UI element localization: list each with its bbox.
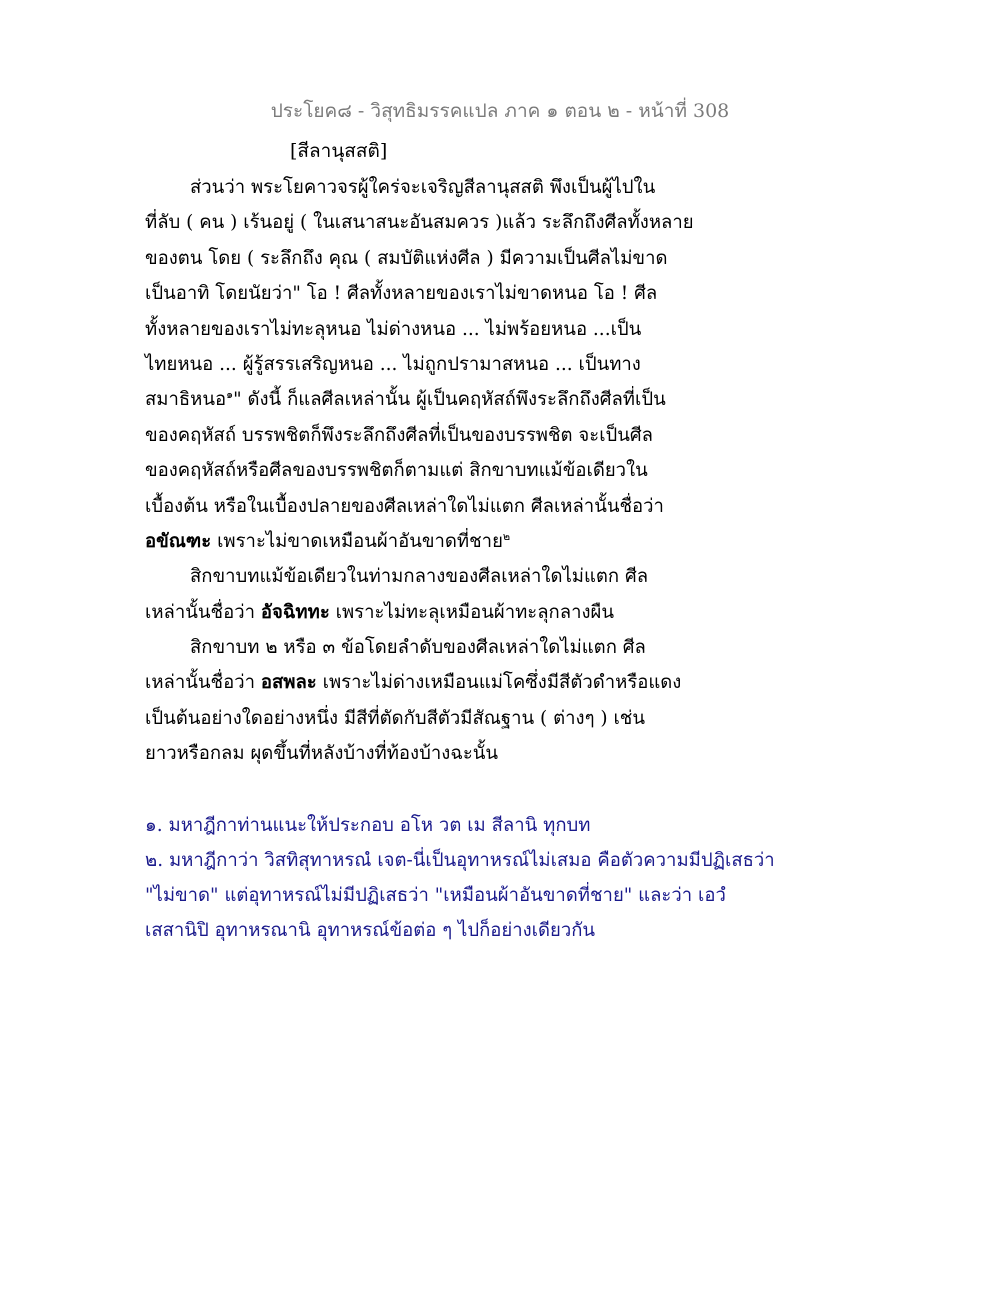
body-line: ส่วนว่า พระโยคาวจรผู้ใคร่จะเจริญสีลานุสสติ พึงเป็นผู้ไปใน [190, 177, 656, 198]
body-line: ไทยหนอ ... ผู้รู้สรรเสริญหนอ ... ไม่ถูกปรามาสหนอ ... เป็นทาง [145, 353, 641, 375]
body-line: ของคฤหัสถ์หรือศีลของบรรพชิตก็ตามแต่ สิกขาบทแม้ข้อเดียวใน [145, 460, 648, 482]
body-text-fragment: เพราะไม่ทะลุเหมือนผ้าทะลุกลางผืน [329, 601, 615, 623]
footnote-2-cont: "ไม่ขาด" แต่อุทาหรณ์ไม่มีปฏิเสธว่า "เหมือนผ้าอันขาดที่ชาย" และว่า เอวํ [145, 885, 726, 906]
body-text-fragment: เพราะไม่ด่างเหมือนแม่โคซึ่งมีสีตัวดำหรือแดง [316, 672, 682, 694]
footnote-2: ๒. มหาฎีกาว่า วิสทิสุทาหรณํ เจต-นี่เป็นอุทาหรณ์ไม่เสมอ คือตัวความมีปฏิเสธว่า [145, 850, 775, 871]
body-line: ที่ลับ ( คน ) เร้นอยู่ ( ในเสนาสนะอันสมควร )แล้ว ระลึกถึงศีลทั้งหลาย [145, 212, 694, 234]
term-acchidda: อัจฉิททะ [260, 601, 330, 623]
body-line: ของตน โดย ( ระลึกถึง คุณ ( สมบัติแห่งศีล ) มีความเป็นศีลไม่ขาด [145, 247, 668, 269]
footnote-1: ๑. มหาฎีกาท่านแนะให้ประกอบ อโห วต เม สีลานิ ทุกบท [145, 815, 591, 836]
body-text-fragment: เหล่านั้นชื่อว่า [145, 672, 261, 694]
footnotes [145, 808, 865, 948]
footnote-2-cont: เสสานิปิ อุทาหรณานิ อุทาหรณ์ข้อต่อ ๆ ไปก็อย่างเดียวกัน [145, 920, 596, 941]
body-line: สิกขาบทแม้ข้อเดียวในท่ามกลางของศีลเหล่าใดไม่แตก ศีล [190, 566, 649, 588]
term-akhanda: อขัณฑะ [145, 530, 212, 552]
footnote-ref-2: ๒ [502, 529, 511, 543]
body-line: ทั้งหลายของเราไม่ทะลุหนอ ไม่ด่างหนอ ... ไม่พร้อยหนอ ...เป็น [145, 318, 642, 340]
body-text [145, 170, 865, 772]
body-line: เป็นต้นอย่างใดอย่างหนึ่ง มีสีที่ตัดกับสีตัวมีสัณฐาน ( ต่างๆ ) เช่น [145, 707, 646, 729]
section-title: [สีลานุสสติ] [290, 140, 388, 162]
page-header [0, 96, 1000, 126]
body-text-fragment: เหล่านั้นชื่อว่า [145, 601, 261, 623]
body-line: ของคฤหัสถ์ บรรพชิตก็พึงระลึกถึงศีลที่เป็นของบรรพชิต จะเป็นศีล [145, 424, 654, 446]
body-text-fragment: เพราะไม่ขาดเหมือนผ้าอันขาดที่ชาย [211, 530, 503, 552]
body-text-fragment: " ดังนี้ ก็แลศีลเหล่านั้น ผู้เป็นคฤหัสถ์พึงระลึกถึงศีลที่เป็น [233, 389, 666, 411]
body-line: เป็นอาทิ โดยนัยว่า" โอ ! ศีลทั้งหลายของเราไม่ขาดหนอ โอ ! ศีล [145, 283, 658, 305]
header-text: ประโยค๘ - วิสุทธิมรรคแปล ภาค ๑ ตอน ๒ - หน้าที่ 308 [270, 100, 730, 122]
footnote-ref-1: ๑ [226, 388, 234, 402]
body-text-fragment: สมาธิหนอ [145, 389, 227, 411]
body-line [145, 524, 865, 559]
term-asabala: อสพละ [260, 672, 317, 694]
body-line: ยาวหรือกลม ผุดขึ้นที่หลังบ้างที่ท้องบ้างฉะนั้น [145, 743, 499, 765]
body-line [145, 382, 865, 417]
body-line [145, 595, 865, 630]
body-line: สิกขาบท ๒ หรือ ๓ ข้อโดยลำดับของศีลเหล่าใดไม่แตก ศีล [190, 637, 646, 659]
body-line: เบื้องต้น หรือในเบื้องปลายของศีลเหล่าใดไม่แตก ศีลเหล่านั้นชื่อว่า [145, 495, 664, 517]
body-line [145, 665, 865, 700]
